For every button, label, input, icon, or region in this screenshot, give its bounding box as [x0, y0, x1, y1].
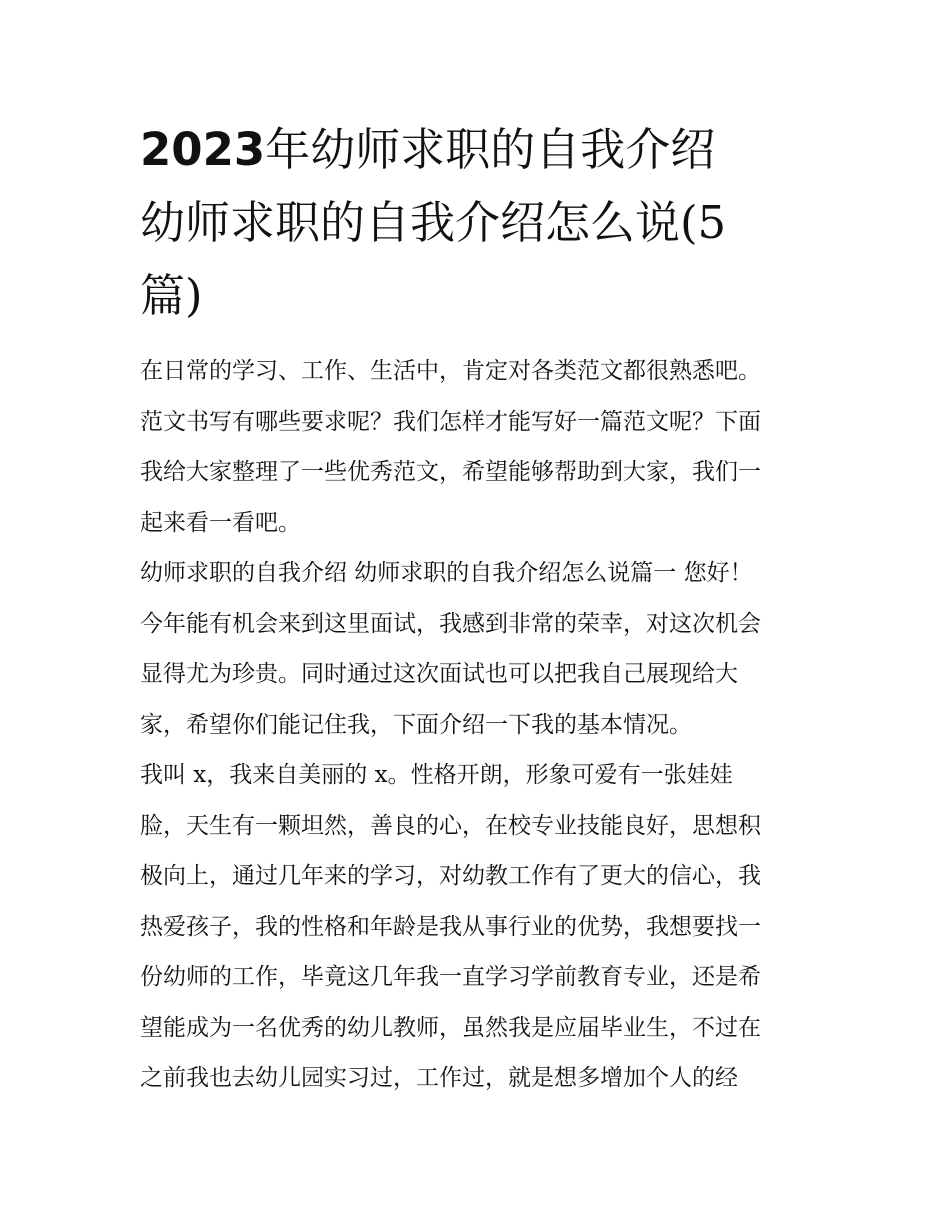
title-line-2: 幼师求职的自我介绍怎么说(5 [140, 196, 727, 249]
body-line: 脸，天生有一颗坦然，善良的心，在校专业技能良好，思想积 [140, 812, 761, 839]
document-body [140, 346, 820, 1104]
body-line: 范文书写有哪些要求呢？我们怎样才能写好一篇范文呢？下面 [140, 408, 761, 435]
body-line: 望能成为一名优秀的幼儿教师，虽然我是应届毕业生，不过在 [140, 1014, 761, 1041]
document-page [140, 113, 820, 1104]
title-year: 2023 [140, 123, 266, 176]
body-line: 在日常的学习、工作、生活中，肯定对各类范文都很熟悉吧。 [140, 358, 761, 384]
title-line-3: 篇) [140, 269, 203, 322]
body-line: 我给大家整理了一些优秀范文，希望能够帮助到大家，我们一 [140, 459, 761, 485]
title-line-1 [140, 113, 820, 186]
body-line: 我叫 x，我来自美丽的 x。性格开朗，形象可爱有一张娃娃 [140, 762, 733, 788]
body-line: 极向上，通过几年来的学习，对幼教工作有了更大的信心，我 [140, 863, 761, 889]
body-line: 显得尤为珍贵。同时通过这次面试也可以把我自己展现给大 [140, 661, 738, 687]
body-line: 起来看一看吧。 [140, 509, 301, 536]
body-line: 幼师求职的自我介绍 幼师求职的自我介绍怎么说篇一 您好！ [140, 560, 753, 586]
title-line-1-text: 年幼师求职的自我介绍 [265, 123, 716, 176]
body-line: 今年能有机会来到这里面试，我感到非常的荣幸，对这次机会 [140, 610, 761, 637]
body-line: 份幼师的工作，毕竟这几年我一直学习学前教育专业，还是希 [140, 964, 761, 990]
body-line: 家，希望你们能记住我，下面介绍一下我的基本情况。 [140, 711, 692, 738]
document-title [140, 113, 820, 332]
body-line: 之前我也去幼儿园实习过，工作过，就是想多增加个人的经 [140, 1065, 738, 1091]
body-line: 热爱孩子，我的性格和年龄是我从事行业的优势，我想要找一 [140, 913, 761, 940]
